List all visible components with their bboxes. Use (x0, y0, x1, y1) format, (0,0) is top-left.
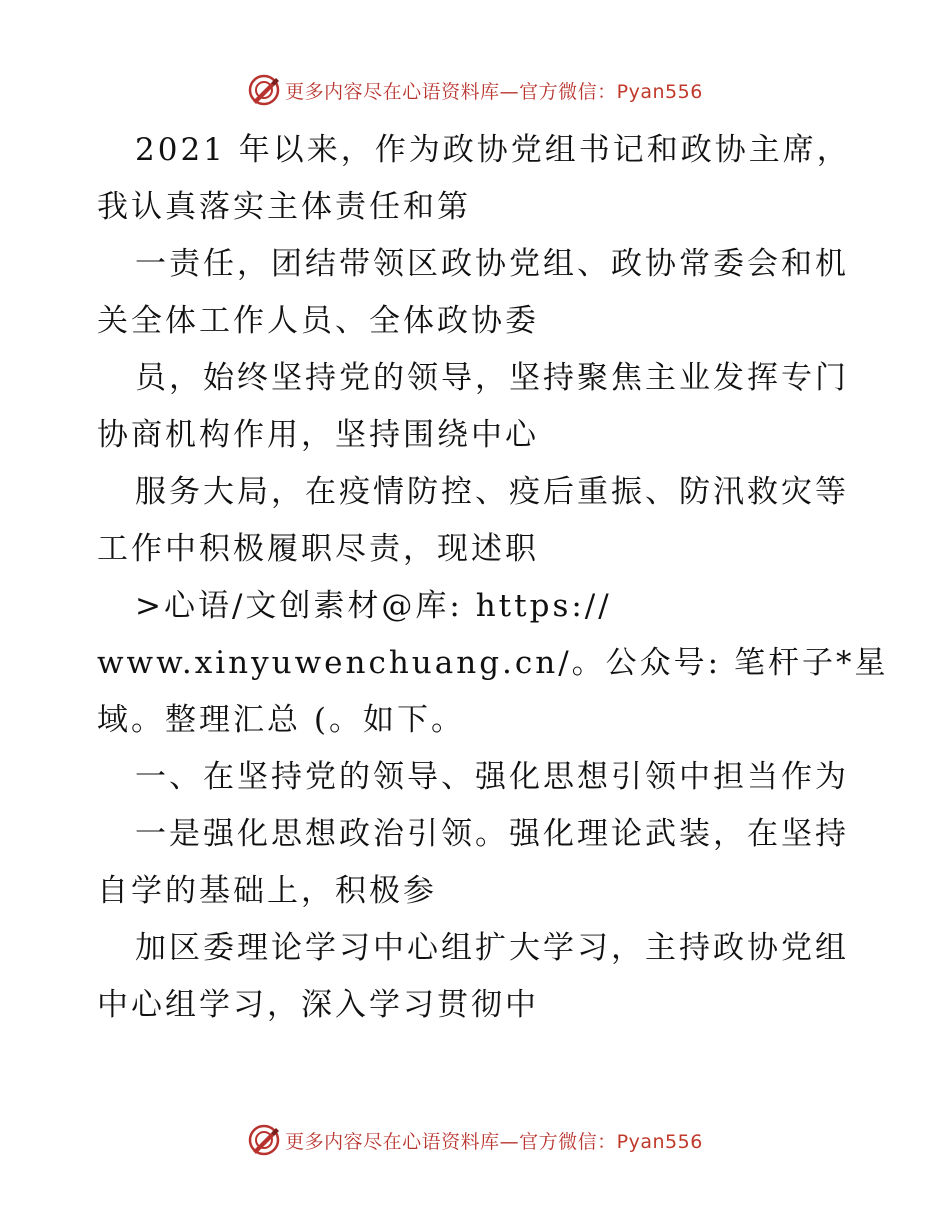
paragraph-line: 工作中积极履职尽责，现述职 (97, 531, 539, 567)
paragraph-line: >心语/文创素材@库: https:// (135, 588, 612, 624)
paragraph-line: 加区委理论学习中心组扩大学习，主持政协党组 (135, 930, 849, 966)
paragraph-line: 我认真落实主体责任和第 (97, 189, 471, 225)
pen-logo-icon (247, 1123, 281, 1157)
paragraph-line: 域。整理汇总 (。如下。 (97, 702, 465, 738)
paragraph-line: 中心组学习，深入学习贯彻中 (97, 987, 539, 1023)
paragraph-line: 关全体工作人员、全体政协委 (97, 303, 539, 339)
paragraph-line: 协商机构作用，坚持围绕中心 (97, 417, 539, 453)
paragraph-line: 一是强化思想政治引领。强化理论武装，在坚持 (135, 816, 849, 852)
paragraph-line: 一责任，团结带领区政协党组、政协常委会和机 (135, 246, 849, 282)
document-body (97, 122, 889, 1034)
header-banner (0, 70, 950, 110)
paragraph-line: 自学的基础上，积极参 (97, 873, 437, 909)
paragraph-line: www.xinyuwenchuang.cn/。公众号: 笔杆子*星 (97, 645, 889, 681)
paragraph-line: 服务大局，在疫情防控、疫后重振、防汛救灾等 (135, 474, 849, 510)
banner-text: 更多内容尽在心语资料库—官方微信：Pyan556 (285, 80, 703, 103)
section-heading: 一、在坚持党的领导、强化思想引领中担当作为 (135, 759, 849, 795)
banner-text: 更多内容尽在心语资料库—官方微信：Pyan556 (285, 1130, 703, 1153)
paragraph-line: 员，始终坚持党的领导，坚持聚焦主业发挥专门 (135, 360, 849, 396)
pen-logo-icon (247, 73, 281, 107)
paragraph-line: 2021 年以来，作为政协党组书记和政协主席， (135, 132, 851, 168)
footer-banner (0, 1120, 950, 1160)
